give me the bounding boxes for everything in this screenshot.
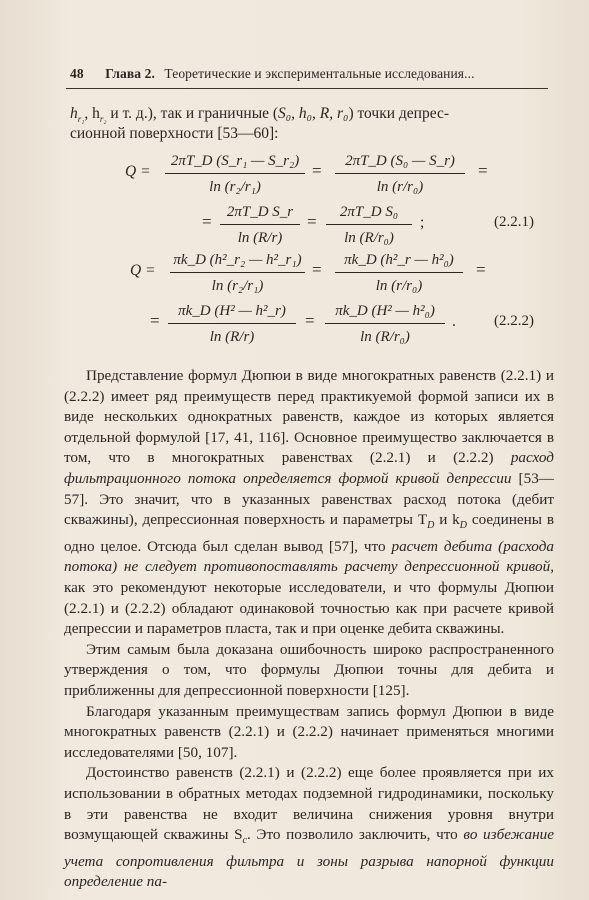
eq1-frac-4-den: ln (R/r₀) bbox=[344, 230, 394, 246]
paragraph-3: Благодаря указанным преимуществам запись формул Дюпюи в виде многократных равенств (2.2.1) и (2.2.2) начинает применяться многими исследователями [50, 107]. bbox=[64, 702, 554, 761]
eq2-equals-b: = bbox=[476, 260, 486, 279]
eq1-equals-a: = bbox=[312, 161, 322, 180]
eq2-frac-4 bbox=[325, 301, 445, 347]
running-header bbox=[70, 66, 540, 86]
paragraph-2: Этим самым была доказана ошибочность широко распространенного утверждения о том, что формулы Дюпюи точны для дебита и приближенны для депрессионной поверхности [125]. bbox=[64, 640, 554, 699]
eq2-frac-2-num: πk_D (h²_r — h²₀) bbox=[344, 252, 454, 268]
page-number: 48 bbox=[70, 66, 84, 81]
p4-italic: во избежание учета сопротивления фильтра и зоны разрыва напорной функции определение па- bbox=[64, 826, 554, 891]
eq2-equals-c: = bbox=[150, 311, 160, 330]
eq2-frac-2 bbox=[335, 250, 463, 296]
header-rule bbox=[66, 88, 548, 89]
p1-text-d: соединены в одно целое. Отсюда был сделан вывод [57], что bbox=[64, 511, 554, 555]
p4-text-b: . Это позволило заключить, что bbox=[246, 826, 464, 844]
eq2-frac-4-den: ln (R/r₀) bbox=[360, 329, 410, 345]
p1-text-c: и k bbox=[434, 511, 460, 529]
p1-italic-2: расчет дебита (расхода потока) не следует противопоставлять расчету депрессионной кривой, bbox=[64, 537, 554, 576]
eq1-frac-2-num: 2πT_D (S₀ — S_r) bbox=[345, 153, 455, 169]
p1-text-a: Представление формул Дюпюи в виде многократных равенств (2.2.1) и (2.2.2) имеет ряд преимуществ перед практикуемой формой записи их в виде нескольких однократных равенств, каждое из которых является отдельной формулой [17, 41, 116]. Основное преимущество заключается в том, что в многократных равенствах (2.2.1) и (2.2.2) bbox=[64, 367, 554, 467]
eq2-number: (2.2.2) bbox=[494, 313, 534, 329]
eq1-frac-2-den: ln (r/r₀) bbox=[376, 179, 424, 195]
eq1-frac-1 bbox=[165, 151, 305, 197]
eq1-frac-3-den: ln (R/r) bbox=[237, 230, 283, 246]
p1-italic-1: расход фильтрационного потока определяется формой кривой депрессии bbox=[64, 449, 554, 487]
eq1-frac-2 bbox=[335, 151, 465, 197]
paragraph-1 bbox=[64, 366, 554, 640]
eq2-equals-d: = bbox=[305, 311, 315, 330]
intro-text: и т. д.), так и граничные ( bbox=[106, 105, 279, 122]
paragraph-4 bbox=[64, 763, 554, 893]
eq2-equals-a: = bbox=[312, 260, 322, 279]
intro-sep: , h bbox=[84, 105, 100, 122]
eq1-equals-b: = bbox=[478, 161, 488, 180]
intro-line-2: сионной поверхности [53—60]: bbox=[70, 125, 279, 142]
intro-var-h: h bbox=[70, 105, 78, 122]
eq2-frac-4-num: πk_D (H² — h²₀) bbox=[335, 303, 435, 319]
chapter-title: Теоретические и экспериментальные исследования... bbox=[164, 66, 475, 81]
eq2-frac-3 bbox=[168, 301, 296, 347]
chapter-label: Глава 2. bbox=[105, 66, 155, 81]
intro-boundary-vars: S₀, h₀, R, r₀ bbox=[278, 105, 349, 122]
eq1-frac-4 bbox=[326, 202, 412, 248]
eq2-period: . bbox=[452, 313, 456, 330]
intro-text-end: ) точки депрес- bbox=[348, 105, 450, 122]
eq2-lhs: Q = bbox=[130, 262, 156, 279]
p1-text-e: как это рекомендуют некоторые исследователи, и что формулы Дюпюи (2.2.1) и (2.2.2) обладают одинаковой точностью как при расчете кривой депрессии и параметров пласта, так и при оценке дебита скважины. bbox=[64, 578, 554, 638]
eq1-frac-3 bbox=[220, 202, 300, 248]
eq1-lhs: Q = bbox=[125, 163, 151, 180]
eq2-frac-3-num: πk_D (H² — h²_r) bbox=[178, 303, 286, 319]
eq2-frac-3-den: ln (R/r) bbox=[209, 329, 255, 345]
body-text bbox=[64, 366, 554, 893]
p1-sub-2: D bbox=[459, 520, 467, 532]
eq2-frac-2-den: ln (r/r₀) bbox=[375, 278, 423, 294]
eq1-equals-c: = bbox=[202, 212, 212, 231]
eq1-frac-1-num: 2πT_D (S_r₁ — S_r₂) bbox=[170, 153, 300, 169]
eq1-frac-4-num: 2πT_D S₀ bbox=[339, 204, 399, 220]
eq2-frac-1 bbox=[170, 250, 305, 296]
eq1-number: (2.2.1) bbox=[494, 214, 534, 230]
eq1-frac-3-num: 2πT_D S_r bbox=[226, 204, 294, 220]
intro-line-1: $h_{r_1}$, $h_{r_2}$ и т. д.), так и граничные (S₀, h₀, R, r₀) точки депрес- bbox=[70, 105, 450, 125]
eq2-frac-1-num: πk_D (h²_r₂ — h²_r₁) bbox=[173, 252, 302, 268]
p4-sub: c bbox=[242, 835, 247, 847]
eq1-semicolon: ; bbox=[420, 214, 425, 231]
eq2-frac-1-den: ln (r₂/r₁) bbox=[211, 278, 264, 294]
p4-text-a: Достоинство равенств (2.2.1) и (2.2.2) еще более проявляется при их использовании в обратных методах подземной гидродинамики, поскольку в эти равенства не входит величина снижения уровня внутри возмущающей скважины S bbox=[64, 764, 554, 844]
eq1-frac-1-den: ln (r₂/r₁) bbox=[209, 179, 261, 195]
p1-sub-1: D bbox=[427, 520, 435, 532]
eq1-equals-d: = bbox=[307, 212, 317, 231]
p1-text-b: [53—57]. Это значит, что в указанных равенствах расход потока (дебит скважины), депрессионная поверхность и параметры T bbox=[64, 469, 554, 529]
